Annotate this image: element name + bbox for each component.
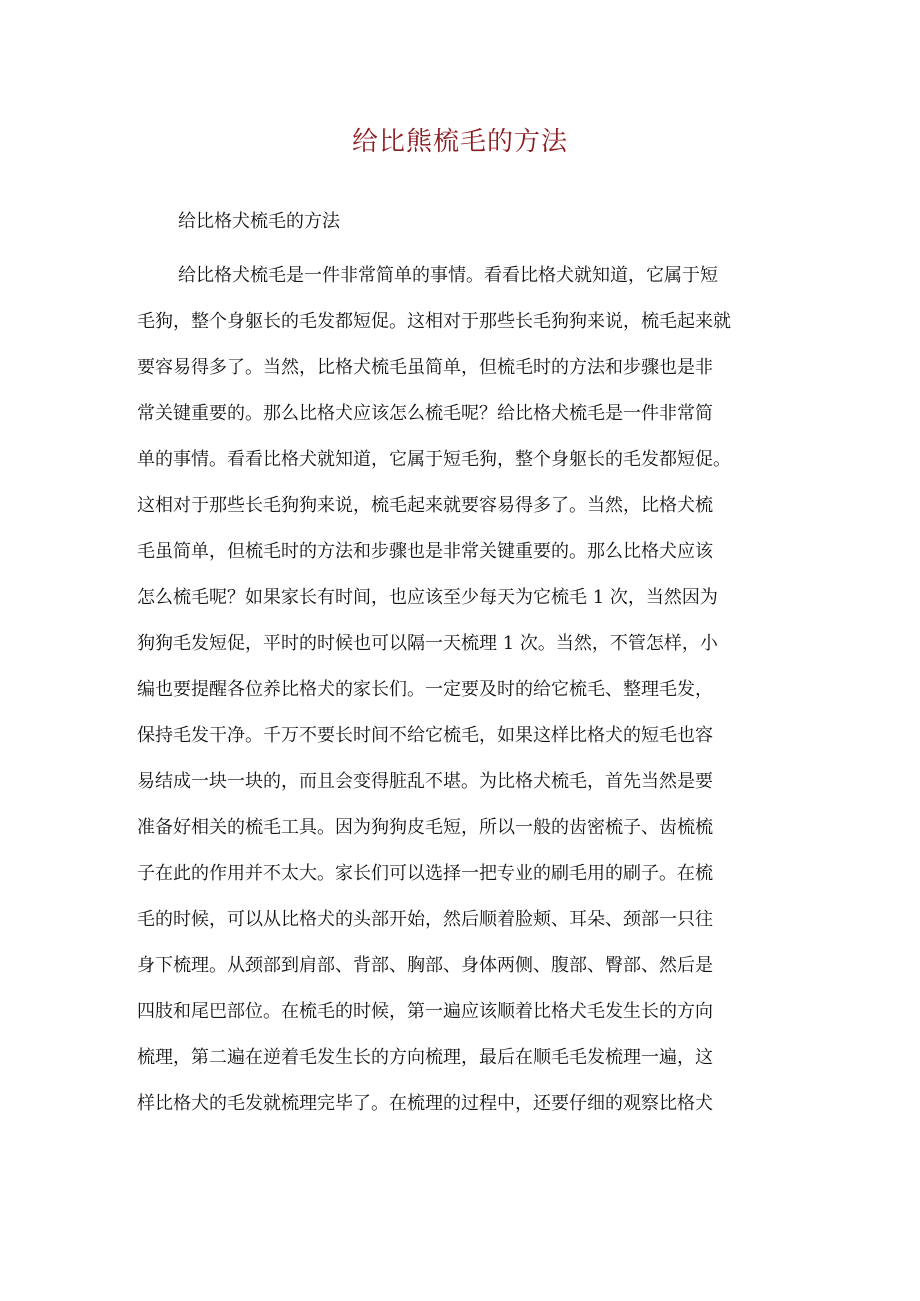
text-line: 毛虽简单，但梳毛时的方法和步骤也是非常关键重要的。那么比格犬应该 bbox=[137, 541, 713, 562]
body-paragraph bbox=[137, 253, 787, 1127]
text-line: 毛的时候，可以从比格犬的头部开始，然后顺着脸颊、耳朵、颈部一只往 bbox=[137, 909, 713, 930]
text-line: 准备好相关的梳毛工具。因为狗狗皮毛短，所以一般的齿密梳子、齿梳梳 bbox=[137, 817, 713, 838]
text-line: 易结成一块一块的，而且会变得脏乱不堪。为比格犬梳毛，首先当然是要 bbox=[137, 771, 713, 792]
text-line: 样比格犬的毛发就梳理完毕了。在梳理的过程中，还要仔细的观察比格犬 bbox=[137, 1093, 713, 1114]
text-line: 编也要提醒各位养比格犬的家长们。一定要及时的给它梳毛、整理毛发， bbox=[137, 679, 713, 700]
text-line: 给比格犬梳毛是一件非常简单的事情。看看比格犬就知道，它属于短 bbox=[178, 265, 718, 286]
text-line: 要容易得多了。当然，比格犬梳毛虽简单，但梳毛时的方法和步骤也是非 bbox=[137, 357, 713, 378]
section-heading: 给比格犬梳毛的方法 bbox=[178, 211, 340, 232]
text-line: 梳理，第二遍在逆着毛发生长的方向梳理，最后在顺毛毛发梳理一遍，这 bbox=[137, 1047, 713, 1068]
text-line: 四肢和尾巴部位。在梳毛的时候，第一遍应该顺着比格犬毛发生长的方向 bbox=[137, 1001, 713, 1022]
text-line: 毛狗，整个身躯长的毛发都短促。这相对于那些长毛狗狗来说，梳毛起来就 bbox=[137, 311, 731, 332]
text-line: 怎么梳毛呢？如果家长有时间，也应该至少每天为它梳毛 1 次，当然因为 bbox=[137, 587, 718, 608]
text-line: 身下梳理。从颈部到肩部、背部、胸部、身体两侧、腹部、臀部、然后是 bbox=[137, 955, 713, 976]
document-title: 给比熊梳毛的方法 bbox=[351, 127, 568, 157]
text-line: 单的事情。看看比格犬就知道，它属于短毛狗，整个身躯长的毛发都短促。 bbox=[137, 449, 731, 470]
text-line: 保持毛发干净。千万不要长时间不给它梳毛，如果这样比格犬的短毛也容 bbox=[137, 725, 713, 746]
text-line: 狗狗毛发短促，平时的时候也可以隔一天梳理 1 次。当然，不管怎样，小 bbox=[137, 633, 718, 654]
text-line: 这相对于那些长毛狗狗来说，梳毛起来就要容易得多了。当然，比格犬梳 bbox=[137, 495, 713, 516]
text-line: 常关键重要的。那么比格犬应该怎么梳毛呢？给比格犬梳毛是一件非常简 bbox=[137, 403, 713, 424]
text-line: 子在此的作用并不太大。家长们可以选择一把专业的刷毛用的刷子。在梳 bbox=[137, 863, 713, 884]
